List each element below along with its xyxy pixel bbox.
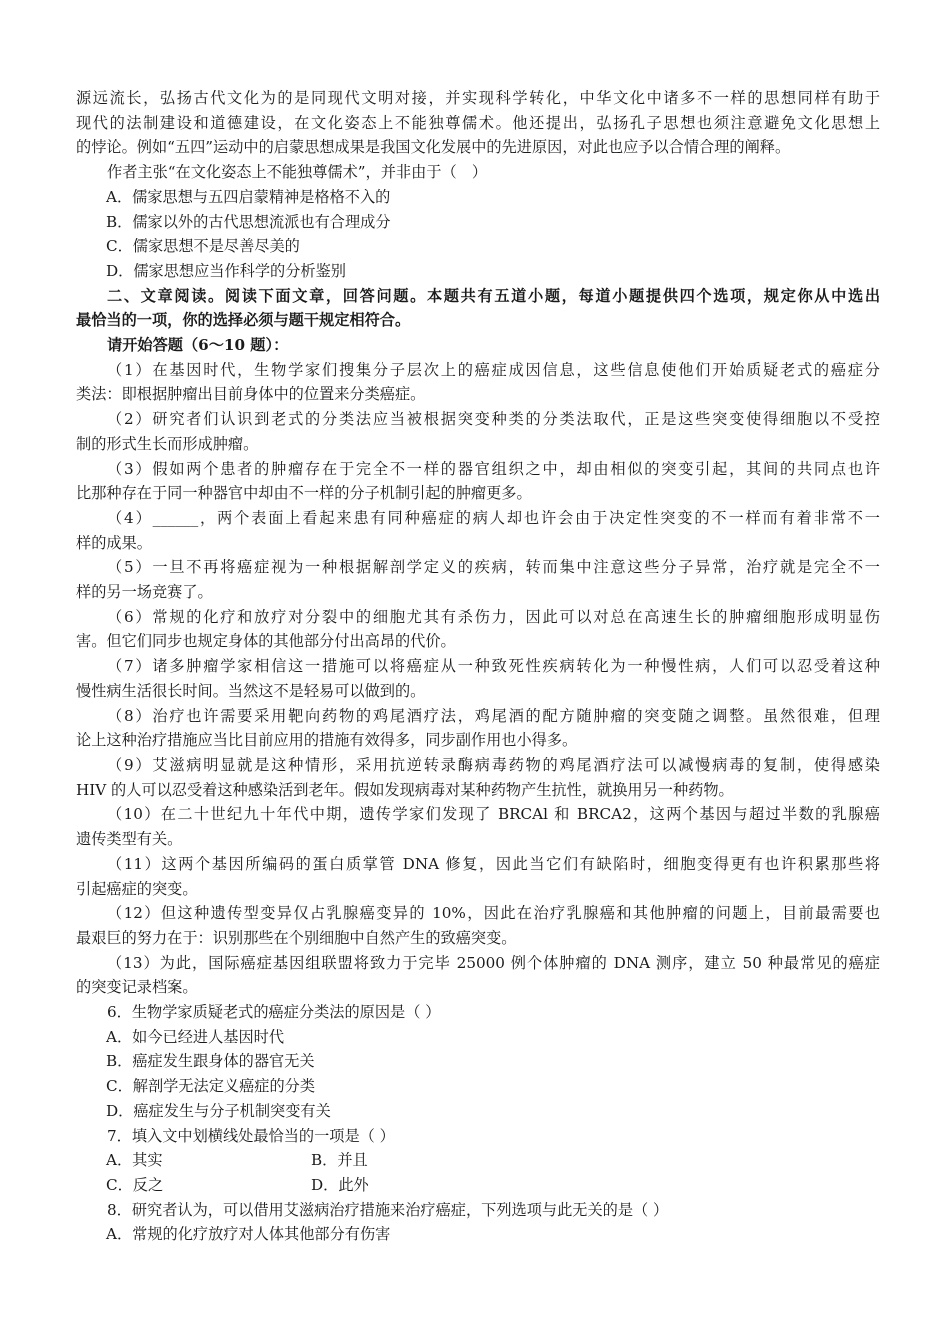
- paragraph-11: （11）这两个基因所编码的蛋白质掌管 DNA 修复，因此当它们有缺陷时，细胞变得更有也许积累那些将: [107, 854, 880, 873]
- paragraph-5: （5）一旦不再将癌症视为一种根据解剖学定义的疾病，转而集中注意这些分子异常，治疗就是完全不一: [107, 558, 880, 577]
- q6-option-c: C．解剖学无法定义癌症的分类: [106, 1077, 316, 1096]
- paragraph-11-cont: 引起癌症的突变。: [76, 879, 198, 898]
- paragraph-12-cont: 最艰巨的努力在于：识别那些在个别细胞中自然产生的致癌突变。: [76, 928, 517, 947]
- q6-option-a: A．如今已经进人基因时代: [106, 1027, 285, 1046]
- question-8: 8．研究者认为，可以借用艾滋病治疗措施来治疗癌症，下列选项与此无关的是（ ）: [107, 1200, 669, 1219]
- paragraph-8: （8）治疗也许需要采用靶向药物的鸡尾酒疗法，鸡尾酒的配方随肿瘤的突变随之调整。虽然很难，但理: [107, 706, 880, 725]
- paragraph-7: （7）诸多肿瘤学家相信这一措施可以将癌症从一种致死性疾病转化为一种慢性病，人们可以忍受着这种: [107, 657, 880, 676]
- paragraph-7-cont: 慢性病生活很长时间。当然这不是轻易可以做到的。: [76, 681, 426, 700]
- q7-option-c: C．反之: [106, 1175, 164, 1194]
- paragraph-3-cont: 比那种存在于同一种器官中却由不一样的分子机制引起的肿瘤更多。: [76, 484, 532, 503]
- paragraph-3: （3）假如两个患者的肿瘤存在于完全不一样的器官组织之中，却由相似的突变引起，其间的共同点也许: [107, 459, 880, 478]
- paragraph-2-cont: 制的形式生长而形成肿瘤。: [76, 434, 259, 453]
- q7-option-d: D．此外: [311, 1175, 369, 1194]
- text-line: 的悖论。例如“五四”运动中的启蒙思想成果是我国文化发展中的先进原因，对此也应予以合情合理的阐释。: [76, 138, 791, 157]
- text-line: 现代的法制建设和道德建设，在文化姿态上不能独尊儒术。他还提出，弘扬孔子思想也须注意避免文化思想上: [76, 113, 880, 132]
- option-b: B．儒家以外的古代思想流派也有合理成分: [106, 212, 391, 231]
- q6-option-d: D．癌症发生与分子机制突变有关: [106, 1101, 331, 1120]
- option-a: A．儒家思想与五四启蒙精神是格格不入的: [106, 187, 391, 206]
- question-stem: 作者主张“在文化姿态上不能独尊儒术”，并非由于（ ）: [107, 163, 488, 182]
- q7-option-row-2: [76, 1173, 880, 1198]
- q8-option-a: A．常规的化疗放疗对人体其他部分有伤害: [106, 1225, 391, 1244]
- paragraph-4: （4）______，两个表面上看起来患有同种癌症的病人却也许会由于决定性突变的不一样而有着非常不一: [107, 508, 880, 527]
- paragraph-6-cont: 害。但它们同步也规定身体的其他部分付出高昂的代价。: [76, 632, 456, 651]
- option-d: D．儒家思想应当作科学的分析鉴别: [106, 261, 346, 280]
- paragraph-1: （1）在基因时代，生物学家们搜集分子层次上的癌症成因信息，这些信息使他们开始质疑老式的癌症分: [107, 360, 880, 379]
- question-7: 7．填入文中划横线处最恰当的一项是（ ）: [107, 1126, 395, 1145]
- paragraph-8-cont: 论上这种治疗措施应当比目前应用的措施有效得多，同步副作用也小得多。: [76, 731, 578, 750]
- paragraph-5-cont: 样的另一场竞赛了。: [76, 583, 213, 602]
- paragraph-10: （10）在二十世纪九十年代中期，遗传学家们发现了 BRCAl 和 BRCA2，这两个基因与超过半数的乳腺癌: [107, 805, 880, 824]
- paragraph-4-cont: 样的成果。: [76, 533, 152, 552]
- option-c: C．儒家思想不是尽善尽美的: [106, 237, 300, 256]
- q7-option-a: A．其实: [106, 1151, 163, 1170]
- paragraph-10-cont: 遗传类型有关。: [76, 830, 183, 849]
- section-heading-cont: 最恰当的一项，你的选择必须与题干规定相符合。: [76, 311, 411, 330]
- q7-option-b: B．并且: [311, 1151, 368, 1170]
- question-6: 6．生物学家质疑老式的癌症分类法的原因是（ ）: [107, 1003, 441, 1022]
- text-line: 源远流长，弘扬古代文化为的是同现代文明对接，并实现科学转化，中华文化中诸多不一样的思想同样有助于: [76, 89, 880, 107]
- paragraph-6: （6）常规的化疗和放疗对分裂中的细胞尤其有杀伤力，因此可以对总在高速生长的肿瘤细胞形成明显伤: [107, 607, 880, 626]
- q7-option-row-1: [76, 1148, 880, 1173]
- paragraph-9-cont: HIV 的人可以忍受着这种感染活到老年。假如发现病毒对某种药物产生抗性，就换用另一种药物。: [76, 780, 734, 799]
- paragraph-9: （9）艾滋病明显就是这种情形，采用抗逆转录酶病毒药物的鸡尾酒疗法可以减慢病毒的复制，使得感染: [107, 755, 880, 774]
- paragraph-2: （2）研究者们认识到老式的分类法应当被根据突变种类的分类法取代，正是这些突变使得细胞以不受控: [107, 410, 880, 429]
- q6-option-b: B．癌症发生跟身体的器官无关: [106, 1052, 315, 1071]
- paragraph-12: （12）但这种遗传型变异仅占乳腺癌变异的 10%，因此在治疗乳腺癌和其他肿瘤的问题上，目前最需要也: [107, 904, 880, 923]
- paragraph-1-cont: 类法：即根据肿瘤出目前身体中的位置来分类癌症。: [76, 385, 426, 404]
- section-heading: 二、文章阅读。阅读下面文章，回答问题。本题共有五道小题，每道小题提供四个选项，规定你从中选出: [107, 286, 880, 305]
- paragraph-13: （13）为此，国际癌症基因组联盟将致力于完毕 25000 例个体肿瘤的 DNA 测序，建立 50 种最常见的癌症: [107, 953, 880, 972]
- instruction: 请开始答题（6～10 题）：: [107, 336, 289, 355]
- paragraph-13-cont: 的突变记录档案。: [76, 978, 198, 997]
